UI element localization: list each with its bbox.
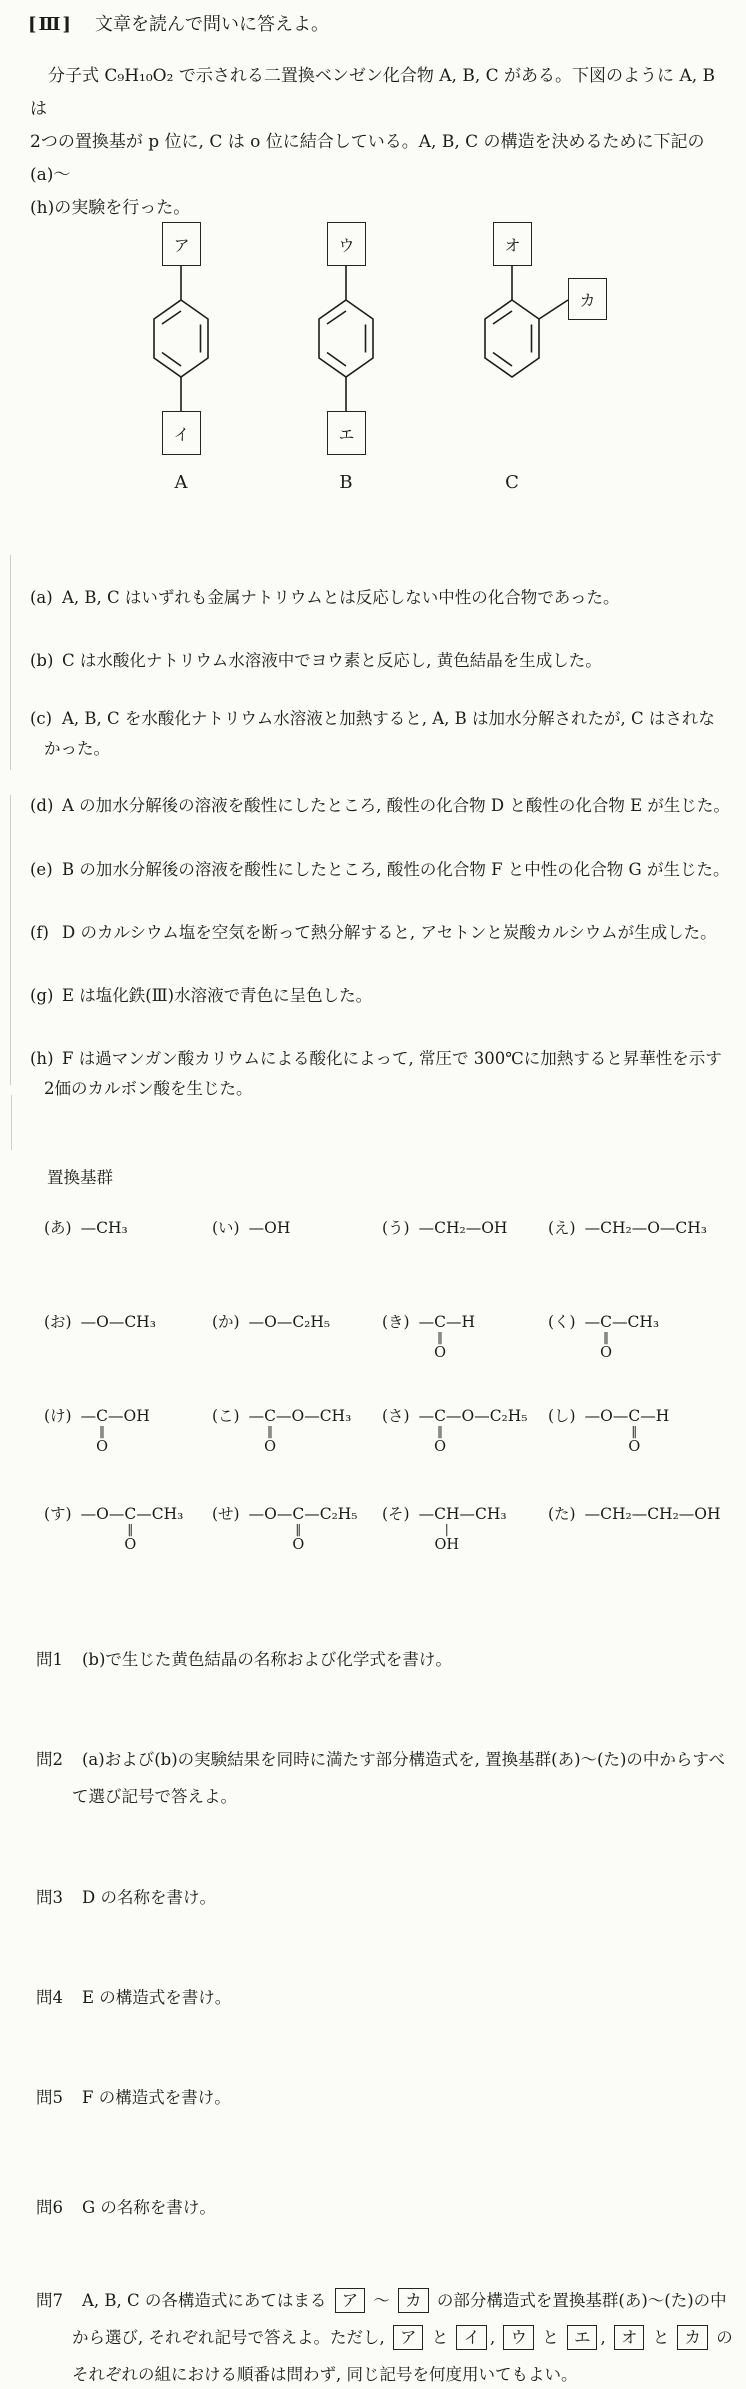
substituent-id: (い) [212, 1219, 240, 1237]
substituent-id: (え) [548, 1219, 576, 1237]
experiment-text-continued: かった。 [44, 739, 110, 758]
substituent-item [382, 1404, 528, 1455]
substituent-formula [81, 1219, 128, 1237]
formula-segment: — [248, 1407, 265, 1425]
below-atom: O [124, 1537, 137, 1553]
formula-segment: — [418, 1407, 435, 1425]
text-segment: (b)で生じた黄色結晶の名称および化学式を書け。 [82, 1650, 452, 1669]
atom-symbol: C [292, 1505, 305, 1523]
substituent-item [212, 1310, 330, 1332]
scan-artifact-line [11, 1095, 12, 1150]
text-segment: と [426, 2328, 454, 2347]
double-bond-icon: ‖ [631, 1424, 638, 1438]
single-bond-icon: | [444, 1522, 449, 1536]
question-text [82, 2291, 727, 2310]
formula-segment: —C₂H₅ [304, 1505, 358, 1523]
formula-below-group [628, 1425, 640, 1455]
experiment-text-continued: 2価のカルボン酸を生じた。 [44, 1079, 253, 1098]
substituent-id: (こ) [212, 1407, 240, 1425]
question-number: 問2 [36, 1750, 63, 1769]
formula-segment: — [418, 1505, 435, 1523]
formula-below-group [124, 1523, 136, 1553]
substituent-id: (か) [212, 1313, 240, 1331]
substituent-formula [81, 1313, 156, 1331]
experiment-text: A, B, C を水酸化ナトリウム水溶液と加熱すると, A, B は加水分解されたが, C はされな [62, 709, 715, 728]
experiment-item [30, 704, 736, 764]
substituent-id: (あ) [44, 1219, 72, 1237]
substituent-box-a-bottom: イ [162, 411, 201, 455]
substituent-item [212, 1216, 290, 1238]
substituent-id: (く) [548, 1313, 576, 1331]
compound-label-a: A [174, 472, 188, 493]
section-heading [28, 10, 329, 36]
substituent-item [382, 1310, 476, 1361]
experiment-id: (e) [30, 860, 53, 879]
text-segment: E の構造式を書け。 [82, 1988, 232, 2007]
text-segment: の部分構造式を置換基群(あ)～(た)の中 [431, 2291, 727, 2310]
question-item [36, 1979, 742, 2016]
substituent-box-b-bottom: エ [327, 411, 366, 455]
substituent-item [548, 1502, 721, 1524]
experiment-item [30, 918, 736, 948]
formula-segment: —O—CH₃ [275, 1407, 352, 1425]
substituent-box-a-top: ア [162, 222, 201, 266]
formula-atom [600, 1313, 612, 1361]
experiment-item [30, 583, 736, 613]
atom-symbol: C [264, 1407, 276, 1425]
formula-segment: —O—CH₃ [80, 1313, 156, 1331]
text-segment: ～ [368, 2291, 396, 2310]
substituent-box-b-top: ウ [327, 222, 366, 266]
experiment-id: (h) [30, 1049, 54, 1068]
text-segment: の [710, 2328, 733, 2347]
text-segment: と [647, 2328, 675, 2347]
question-item [36, 1641, 742, 1678]
formula-segment: — [80, 1407, 97, 1425]
substituent-formula [584, 1407, 670, 1455]
formula-segment: —O— [80, 1505, 125, 1523]
boxed-label: ウ [503, 2325, 534, 2350]
formula-atom [292, 1505, 305, 1553]
substituent-formula [80, 1505, 184, 1553]
question-number: 問3 [36, 1888, 63, 1907]
experiment-text: C は水酸化ナトリウム水溶液中でヨウ素と反応し, 黄色結晶を生成した。 [62, 651, 602, 670]
formula-atom [434, 1505, 460, 1553]
question-item [36, 1741, 742, 1815]
substituent-item [212, 1404, 352, 1455]
text-segment: , [489, 2328, 501, 2347]
substituent-box-c-top: オ [493, 222, 532, 266]
substituent-item [382, 1216, 507, 1238]
substituent-id: (た) [548, 1505, 576, 1523]
experiment-id: (b) [30, 651, 54, 670]
substituent-formula [585, 1219, 707, 1237]
below-atom: O [628, 1439, 641, 1455]
experiment-id: (c) [30, 709, 53, 728]
below-atom: O [434, 1345, 446, 1361]
text-segment: それぞれの組における順番は問わず, 同じ記号を何度用いてもよい。 [72, 2365, 578, 2384]
formula-segment: —O— [248, 1505, 293, 1523]
experiment-id: (f) [30, 923, 49, 942]
formula-segment: —CH₃ [136, 1505, 184, 1523]
below-atom: O [96, 1439, 108, 1455]
substituent-group-title: 置換基群 [47, 1168, 113, 1187]
formula-segment: —OH [248, 1219, 291, 1237]
experiment-text: F は過マンガン酸カリウムによる酸化によって, 常圧で 300℃に加熱すると昇華性を示す [62, 1049, 722, 1068]
question-text [82, 2088, 231, 2107]
atom-symbol: C [434, 1313, 446, 1331]
boxed-label: イ [456, 2325, 487, 2350]
question-text [82, 1888, 216, 1907]
substituent-formula [248, 1407, 352, 1455]
question-item [36, 2189, 742, 2226]
substituent-id: (し) [548, 1407, 576, 1425]
formula-below-group [292, 1523, 304, 1553]
boxed-label: カ [677, 2325, 708, 2350]
text-segment: て選び記号で答えよ。 [72, 1787, 237, 1806]
substituent-item [548, 1216, 707, 1238]
boxed-label: ア [393, 2325, 424, 2350]
substituent-id: (す) [44, 1505, 72, 1523]
question-text [82, 1750, 725, 1769]
text-segment: F の構造式を書け。 [82, 2088, 231, 2107]
formula-segment: — [418, 1313, 435, 1331]
text-segment: A, B, C の各構造式にあてはまる [82, 2291, 332, 2310]
substituent-formula [585, 1505, 721, 1523]
experiment-item [30, 791, 736, 821]
experiment-item [30, 1044, 736, 1104]
intro-paragraph [30, 60, 726, 225]
formula-segment: —O—C₂H₅ [248, 1313, 331, 1331]
question-item [36, 1879, 742, 1916]
question-item [36, 2282, 742, 2389]
double-bond-icon: ‖ [603, 1330, 610, 1344]
atom-symbol: C [434, 1407, 446, 1425]
question-text-continued [72, 2319, 742, 2356]
substituent-item [382, 1502, 507, 1553]
text-segment: (a)および(b)の実験結果を同時に満たす部分構造式を, 置換基群(あ)～(た)の中からすべ [82, 1750, 726, 1769]
intro-line: 2つの置換基が p 位に, C は o 位に結合している。A, B, C の構造を決めるために下記の(a)～ [30, 132, 705, 185]
double-bond-icon: ‖ [437, 1424, 444, 1438]
experiment-item [30, 855, 736, 885]
substituent-formula [249, 1313, 331, 1331]
compound-label-c: C [505, 472, 519, 493]
formula-segment: —CH₃ [459, 1505, 507, 1523]
formula-below-group [434, 1425, 446, 1455]
boxed-label: ア [335, 2288, 366, 2313]
substituent-formula [418, 1505, 507, 1553]
experiment-text: B の加水分解後の溶液を酸性にしたところ, 酸性の化合物 F と中性の化合物 G が生じた。 [62, 860, 730, 879]
experiment-item [30, 646, 736, 676]
substituent-item [44, 1310, 156, 1332]
scan-artifact-line [10, 555, 11, 770]
section-label: [Ⅲ] [28, 14, 73, 35]
substituent-formula [249, 1219, 291, 1237]
question-text [82, 1650, 452, 1669]
question-number: 問5 [36, 2088, 63, 2107]
question-text [82, 2198, 216, 2217]
atom-symbol: CH [434, 1505, 460, 1523]
formula-segment: —CH₃ [80, 1219, 128, 1237]
compound-label-b: B [339, 472, 353, 493]
double-bond-icon: ‖ [127, 1522, 134, 1536]
formula-segment: —CH₂—OH [418, 1219, 508, 1237]
substituent-id: (け) [44, 1407, 72, 1425]
experiment-text: A, B, C はいずれも金属ナトリウムとは反応しない中性の化合物であった。 [62, 588, 620, 607]
formula-segment: —CH₃ [611, 1313, 660, 1331]
below-atom: O [600, 1345, 612, 1361]
atom-symbol: C [628, 1407, 641, 1425]
substituent-id: (さ) [382, 1407, 410, 1425]
experiment-item [30, 981, 736, 1011]
below-atom: O [264, 1439, 276, 1455]
substituent-item [548, 1404, 670, 1455]
formula-segment: —CH₂—CH₂—OH [584, 1505, 721, 1523]
formula-below-group [96, 1425, 108, 1455]
double-bond-icon: ‖ [437, 1330, 444, 1344]
formula-atom [628, 1407, 641, 1455]
substituent-item [212, 1502, 358, 1553]
formula-below-group [435, 1523, 460, 1553]
substituent-id: (う) [382, 1219, 410, 1237]
double-bond-icon: ‖ [295, 1522, 302, 1536]
intro-line: 分子式 C₉H₁₀O₂ で示される二置換ベンゼン化合物 A, B, C がある。下図のように A, B は [30, 66, 716, 119]
atom-symbol: C [96, 1407, 108, 1425]
formula-segment: —H [445, 1313, 476, 1331]
question-text [82, 1988, 231, 2007]
atom-symbol: C [124, 1505, 137, 1523]
experiment-text: D のカルシウム塩を空気を断って熱分解すると, アセトンと炭酸カルシウムが生成した。 [62, 923, 717, 942]
boxed-label: カ [398, 2288, 429, 2313]
below-atom: O [292, 1537, 305, 1553]
formula-segment: —O— [584, 1407, 629, 1425]
text-segment: と [536, 2328, 564, 2347]
substituent-id: (せ) [212, 1505, 240, 1523]
substituent-formula [419, 1219, 508, 1237]
double-bond-icon: ‖ [267, 1424, 274, 1438]
formula-segment: —H [640, 1407, 670, 1425]
formula-segment: —CH₂—O—CH₃ [584, 1219, 707, 1237]
substituent-formula [418, 1407, 528, 1455]
experiment-text: A の加水分解後の溶液を酸性にしたところ, 酸性の化合物 D と酸性の化合物 E が生じた。 [62, 796, 730, 815]
text-segment: , [600, 2328, 611, 2347]
substituent-id: (き) [382, 1313, 410, 1331]
intro-line: (h)の実験を行った。 [30, 198, 191, 218]
boxed-label: エ [567, 2325, 598, 2350]
boxed-label: オ [614, 2325, 645, 2350]
double-bond-icon: ‖ [99, 1424, 106, 1438]
scan-artifact-line [10, 795, 11, 1085]
benzene-rings-graphic [0, 210, 746, 510]
substituent-item [44, 1404, 150, 1455]
formula-below-group [600, 1331, 612, 1361]
atom-symbol: C [600, 1313, 612, 1331]
formula-below-group [434, 1331, 446, 1361]
formula-atom [264, 1407, 276, 1455]
question-number: 問6 [36, 2198, 63, 2217]
question-number: 問7 [36, 2291, 63, 2310]
formula-atom [124, 1505, 137, 1553]
formula-segment: — [584, 1313, 601, 1331]
substituent-id: (そ) [382, 1505, 410, 1523]
question-number: 問4 [36, 1988, 63, 2007]
substituent-formula [248, 1505, 358, 1553]
question-number: 問1 [36, 1650, 63, 1669]
question-text-continued [72, 2356, 742, 2389]
structure-diagram [0, 210, 746, 510]
text-segment: D の名称を書け。 [82, 1888, 216, 1907]
section-instruction: 文章を読んで問いに答えよ。 [94, 14, 329, 35]
substituent-formula [584, 1313, 660, 1361]
experiment-text: E は塩化鉄(Ⅲ)水溶液で青色に呈色した。 [62, 986, 373, 1005]
formula-below-group [264, 1425, 276, 1455]
substituent-item [44, 1216, 128, 1238]
formula-atom [434, 1407, 446, 1455]
text-segment: G の名称を書け。 [82, 2198, 216, 2217]
substituent-id: (お) [44, 1313, 72, 1331]
substituent-box-c-ortho: カ [568, 278, 607, 320]
formula-atom [434, 1313, 446, 1361]
question-text-continued [72, 1778, 742, 1815]
formula-segment: —O—C₂H₅ [445, 1407, 528, 1425]
question-item [36, 2079, 742, 2116]
substituent-formula [418, 1313, 476, 1361]
experiment-id: (d) [30, 796, 54, 815]
substituent-item [44, 1502, 184, 1553]
experiment-id: (g) [30, 986, 54, 1005]
formula-atom [96, 1407, 108, 1455]
substituent-item [548, 1310, 660, 1361]
text-segment: から選び, それぞれ記号で答えよ。ただし, [72, 2328, 390, 2347]
formula-segment: —OH [107, 1407, 150, 1425]
below-atom: O [434, 1439, 446, 1455]
experiment-id: (a) [30, 588, 53, 607]
below-atom: OH [434, 1537, 460, 1553]
substituent-formula [80, 1407, 150, 1455]
